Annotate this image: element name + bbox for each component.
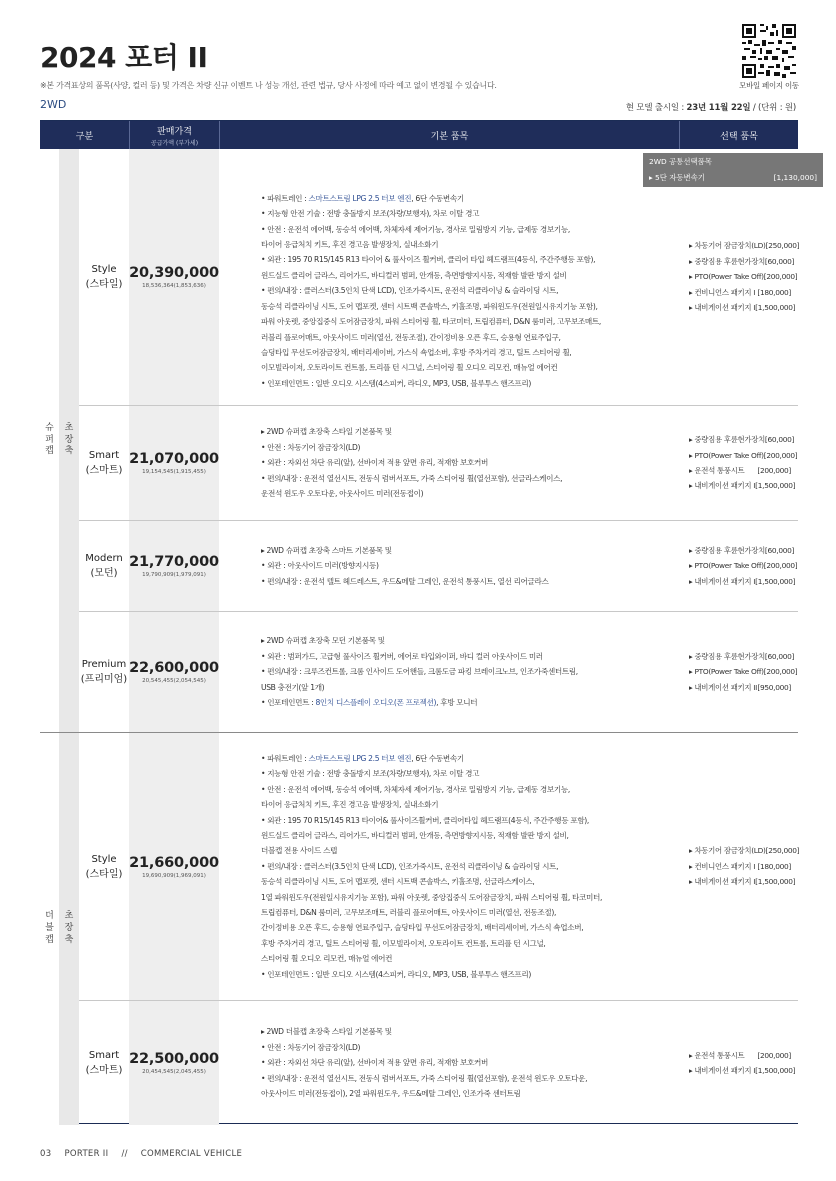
feature-text-pre: ▸ 2WD 더블캡 초장축 스타일 기본품목 및	[261, 1027, 392, 1037]
price-cell	[129, 406, 219, 520]
feature-text-pre: • 편의/내장 : 운전석 텔트 헤드레스트, 우드&메탈 그레인, 운전석 통풍시트, 열선 리어글라스	[261, 576, 549, 586]
feature-line	[261, 828, 671, 843]
option-item[interactable]	[679, 558, 798, 573]
feature-line	[261, 237, 671, 252]
feature-line	[261, 936, 671, 951]
feature-line	[261, 797, 671, 812]
cab-char: 퍼	[45, 434, 54, 445]
feature-line	[261, 951, 671, 966]
basic-features	[219, 612, 679, 732]
trim-en: Modern	[85, 553, 123, 564]
col-category-label: 구분	[75, 131, 94, 142]
feature-text-pre: 운전석 윈도우 오토다운, 아웃사이드 미러(전동접이)	[261, 489, 424, 499]
trim-name	[79, 1001, 129, 1125]
feature-line	[261, 1024, 671, 1039]
feature-text-pre: • 외관 : 범퍼가드, 고급형 풀사이즈 휠커버, 에어로 타입와이퍼, 바디 컬러 아웃사이드 미러	[261, 651, 543, 661]
feature-text-pre: • 파워트레인 :	[261, 753, 309, 763]
option-item[interactable]	[679, 254, 798, 269]
feature-line	[261, 440, 671, 455]
feature-line	[261, 471, 671, 486]
feature-text-pre: 윈드실드 클리어 글라스, 리어가드, 바디컬러 범퍼, 안개등, 측면방향지시등, 적재함 발판 방지 설비,	[261, 830, 569, 840]
feature-line	[261, 680, 671, 695]
feature-line	[261, 751, 671, 766]
release-info	[626, 101, 796, 113]
option-item[interactable]	[679, 874, 798, 889]
option-price: [60,000]	[764, 435, 795, 445]
option-name: ▸ PTO(Power Take Off)	[689, 561, 764, 571]
option-price: [200,000]	[757, 466, 791, 475]
col-options-label: 선택 품목	[720, 131, 758, 142]
feature-line	[261, 664, 671, 679]
option-item[interactable]	[679, 448, 798, 463]
length-char: 초	[64, 911, 74, 922]
feature-text-pre: 슬딩타입 무선도어잠금장치, 배터리세이버, 가스식 쇽업소버, 후방 주차거리 경고, 틸트 스티어링 휠,	[261, 347, 572, 357]
length-supercab	[59, 149, 79, 732]
price-disclaimer: ※본 가격표상의 품목(사양, 컬러 등) 및 가격은 차량 신규 이벤트 나 성능 개선, 관련 법규, 당사 사정에 따라 예고 없이 변경될 수 있습니다.	[40, 81, 497, 90]
option-item[interactable]	[679, 664, 798, 679]
trim-name	[79, 406, 129, 520]
option-list	[679, 521, 798, 611]
feature-text-pre: 파워 아웃렛, 중앙집중식 도어잠금장치, 파워 스티어링 휠, 타코미터, 트립컴퓨터, D&N 룸미러, 고무보조매트,	[261, 317, 601, 327]
feature-line	[261, 1055, 671, 1070]
option-name: ▸ 내비게이션 패키지 I	[689, 303, 756, 313]
feature-text-pre: ▸ 2WD 슈퍼캡 초장축 스타일 기본품목 및	[261, 427, 392, 437]
common-option-item[interactable]	[643, 171, 823, 187]
option-item[interactable]	[679, 543, 798, 558]
option-name: ▸ 차동기어 잠금장치(LD)	[689, 846, 766, 856]
trim-kr: (스타일)	[85, 868, 123, 880]
price-cell	[129, 149, 219, 405]
page-title: 2024 포터 II	[40, 41, 208, 74]
common-option-name: ▸ 5단 자동변속기	[649, 173, 705, 182]
feature-line	[261, 376, 671, 391]
feature-line	[261, 299, 671, 314]
feature-text-pre: 1열 파워윈도우(전원일시유지기능 포함), 파워 아웃렛, 중앙집중식 도어잠금장치, 파워 스티어링 휠, 타코미터,	[261, 892, 603, 902]
option-price: [60,000]	[764, 545, 795, 555]
feature-text-pre: • 편의/내장 : 운전석 열선시트, 전동식 럼버서포트, 가죽 스티어링 휠(열선포함), 선글라스케이스,	[261, 473, 563, 483]
col-category	[40, 121, 129, 149]
trim-name	[79, 733, 129, 1000]
price-cell	[129, 612, 219, 732]
length-char: 축	[64, 446, 74, 457]
price: 20,390,000	[129, 265, 219, 281]
length-doublecab	[59, 733, 79, 1125]
price-cell	[129, 733, 219, 1000]
release-suffix: / (단위 : 원)	[750, 103, 796, 113]
option-item[interactable]	[679, 269, 798, 284]
option-name: ▸ 중량짐용 후륜현가장치	[689, 651, 765, 661]
common-options-title: 2WD 공통선택품목	[649, 157, 712, 166]
option-list	[679, 612, 798, 732]
col-basic-label: 기본 품목	[430, 131, 469, 142]
drive-type-label: 2WD	[40, 98, 67, 111]
basic-features	[219, 406, 679, 520]
trim-kr: (프리미엄)	[80, 674, 128, 685]
option-name: ▸ 중량짐용 후륜현가장치	[689, 256, 765, 266]
feature-text-pre: 후방 주차거리 경고, 틸트 스티어링 휠, 이모빌라이저, 오토라이트 컨트롤, 트리플 턴 시그널,	[261, 938, 546, 948]
option-price: [60,000]	[764, 651, 795, 661]
option-price: [60,000]	[764, 256, 795, 266]
option-item[interactable]	[679, 285, 798, 300]
feature-text-pre: 러블리 플로어매트, 아웃사이드 미러(열선, 전동조절), 간이정비용 오픈 후드, 승용형 연료주입구,	[261, 332, 561, 342]
trim-en: Smart	[88, 1050, 120, 1061]
feature-line	[261, 649, 671, 664]
feature-line	[261, 782, 671, 797]
feature-line	[261, 360, 671, 375]
feature-text-pre: • 편의/내장 : 클러스터(3.5인치 단색 LCD), 인조가죽시트, 운전석 리클라이닝 & 슬라이딩 시트,	[261, 286, 559, 296]
col-price-sub: 공급가액 (부가세)	[150, 139, 199, 147]
price: 22,600,000	[129, 660, 219, 676]
common-option-price: [1,130,000]	[773, 173, 817, 182]
feature-text-hl: 스마트스트림 LPG 2.5 터보 엔진	[308, 753, 412, 763]
option-price: [1,500,000]	[755, 576, 796, 586]
table-row-doublecab-style	[79, 733, 798, 1001]
feature-text-pre: • 인포테인먼트 :	[261, 698, 316, 708]
table-row-supercab-smart	[79, 406, 798, 521]
cab-char: 캡	[45, 446, 54, 457]
feature-text-pre: 아웃사이드 미러(전동접이), 2열 파워윈도우, 우드&메탈 그레인, 인조가죽 센터트림	[261, 1089, 521, 1099]
feature-text-pre: • 지능형 안전 기술 : 전방 충돌방지 보조(차량/보행자), 차로 이탈 경고	[261, 209, 480, 219]
cab-doublecab	[40, 733, 59, 1125]
feature-text-pre: 타이어 응급처치 키트, 후진 경고음 발생장치, 실내소화기	[261, 240, 439, 250]
trim-kr: (스마트)	[85, 1065, 123, 1076]
feature-line	[261, 890, 671, 905]
feature-line	[261, 874, 671, 889]
feature-text-post: , 6단 수동변속기	[411, 193, 464, 203]
feature-text-pre: • 편의/내장 : 운전석 열선시트, 전동식 럼버서포트, 가죽 스티어링 휠(열선포함), 운전석 윈도우 오토다운,	[261, 1073, 588, 1083]
option-price: [200,000]	[763, 561, 798, 571]
option-name: ▸ 차동기어 잠금장치(LD)	[689, 241, 766, 251]
qr-code-icon[interactable]	[742, 24, 796, 78]
supply-price: 19,690,909(1,969,091)	[142, 872, 206, 879]
feature-line	[261, 283, 671, 298]
option-list	[679, 733, 798, 1000]
feature-text-pre: 더블캡 전용 사이드 스텝	[261, 846, 338, 856]
trim-en: Premium	[81, 659, 127, 670]
feature-text-pre: 이모빌라이저, 오토라이트 컨트롤, 트리플 턴 시그널, 스티어링 휠 오디오 리모컨, 매뉴얼 에어컨	[261, 363, 558, 373]
feature-text-pre: • 편의/내장 : 크루즈컨트롤, 크롬 인사이드 도어핸들, 크롬도금 파킹 브레이크노브, 인조가죽센터트림,	[261, 667, 578, 677]
feature-text-pre: ▸ 2WD 슈퍼캡 초장축 모던 기본품목 및	[261, 636, 385, 646]
option-price: [250,000]	[765, 846, 800, 856]
basic-features	[219, 1001, 679, 1125]
option-name: ▸ 중량짐용 후륜현가장치	[689, 435, 765, 445]
trim-name	[79, 612, 129, 732]
option-item[interactable]	[679, 238, 798, 253]
feature-line	[261, 905, 671, 920]
table-header	[40, 121, 798, 149]
supply-price: 19,790,909(1,979,091)	[142, 572, 206, 578]
qr-label: 모바일 페이지 이동	[739, 81, 799, 90]
option-item[interactable]	[679, 574, 798, 589]
feature-text-pre: • 안전 : 운전석 에어백, 동승석 에어백, 차체자세 제어기능, 경사로 밀림방지 기능, 급제동 경보기능,	[261, 224, 570, 234]
option-name: ▸ 내비게이션 패키지 I	[689, 877, 756, 887]
feature-line	[261, 455, 671, 470]
trim-name	[79, 149, 129, 405]
feature-line	[261, 543, 671, 558]
option-list	[679, 406, 798, 520]
option-price: [1,500,000]	[755, 303, 796, 313]
page-number: 03	[40, 1149, 52, 1159]
feature-line	[261, 574, 671, 589]
option-item[interactable]	[679, 859, 798, 874]
cab-char: 슈	[45, 422, 54, 433]
feature-line	[261, 920, 671, 935]
feature-text-pre: • 인포테인먼트 : 일반 오디오 시스템(4스피커, 라디오, MP3, USB, 블루투스 핸즈프리)	[261, 378, 531, 388]
option-name: ▸ 내비게이션 패키지 I	[689, 1066, 756, 1075]
option-price: [1,500,000]	[755, 1066, 796, 1075]
option-list	[679, 1001, 798, 1125]
option-item[interactable]	[679, 649, 798, 664]
option-list	[679, 149, 798, 405]
feature-text-post: , 6단 수동변속기	[411, 753, 464, 763]
option-item[interactable]	[679, 432, 798, 447]
feature-line	[261, 424, 671, 439]
option-price: [250,000]	[765, 241, 800, 251]
price: 22,500,000	[129, 1051, 219, 1067]
price: 21,070,000	[129, 451, 219, 467]
feature-text-pre: 윈드실드 클리어 글라스, 리어가드, 바디컬러 범퍼, 안개등, 측면방향지시등, 적재함 발판 방지 설비	[261, 270, 567, 280]
feature-text-pre: • 편의/내장 : 클러스터(3.5인치 단색 LCD), 인조가죽시트, 운전석 리클라이닝 & 슬라이딩 시트,	[261, 861, 559, 871]
feature-line	[261, 486, 671, 501]
feature-line	[261, 330, 671, 345]
common-options-box	[643, 153, 823, 187]
feature-line	[261, 843, 671, 858]
option-name: ▸ PTO(Power Take Off)	[689, 450, 764, 460]
feature-line	[261, 633, 671, 648]
option-price: [200,000]	[763, 667, 798, 677]
trim-en: Smart	[88, 450, 120, 461]
supply-price: 18,536,364(1,853,636)	[142, 283, 206, 289]
col-price	[129, 121, 219, 149]
feature-text-hl: 8인치 디스플레이 오디오(폰 프로젝션)	[315, 698, 437, 708]
option-name: ▸ 내비게이션 패키지 I	[689, 481, 756, 491]
price-table	[40, 120, 817, 1124]
col-options	[679, 121, 798, 149]
feature-line	[261, 1040, 671, 1055]
feature-text-pre: • 안전 : 운전석 에어백, 동승석 에어백, 차체자세 제어기능, 경사로 밀림방지 기능, 급제동 경보기능,	[261, 784, 570, 794]
feature-line	[261, 1086, 671, 1101]
length-char: 초	[64, 422, 74, 433]
feature-text-pre: 타이어 응급처치 키트, 후진 경고음 발생장치, 실내소화기	[261, 800, 439, 810]
footer-model: PORTER II	[64, 1149, 109, 1159]
feature-text-pre: • 외관 : 자외선 차단 유리(앞), 선바이저 적용 앞면 유리, 적재함 보호커버	[261, 458, 489, 468]
option-name: ▸ 중량짐용 후륜현가장치	[689, 545, 765, 555]
price-cell	[129, 521, 219, 611]
cab-char: 캡	[45, 934, 54, 945]
length-char: 축	[64, 934, 74, 945]
price: 21,770,000	[129, 554, 219, 570]
feature-text-pre: • 외관 : 자외선 차단 유리(앞), 선바이저 적용 앞면 유리, 적재함 보호커버	[261, 1058, 489, 1068]
supply-price: 19,154,545(1,915,455)	[142, 469, 206, 475]
option-item[interactable]	[679, 463, 798, 478]
option-price: [1,500,000]	[755, 481, 796, 491]
trim-en: Style	[91, 853, 117, 865]
option-price: [1,500,000]	[755, 877, 796, 887]
option-name: ▸ 내비게이션 패키지 I	[689, 576, 756, 586]
feature-text-pre: 동승석 리클라이닝 시트, 도어 맵포켓, 센터 시트백 콘솔박스, 키홀조명, 파워윈도우(전원일시유지기능 포함),	[261, 301, 598, 311]
option-price: [180,000]	[757, 287, 791, 297]
price: 21,660,000	[129, 854, 219, 871]
option-item[interactable]	[679, 843, 798, 858]
release-date: 23년 11월 22일	[686, 103, 751, 113]
price-cell	[129, 1001, 219, 1125]
feature-text-pre: • 외관 : 아웃사이드 미러(방향지시등)	[261, 561, 379, 571]
table-row-doublecab-smart	[79, 1001, 798, 1125]
cab-supercab	[40, 149, 59, 732]
col-price-label: 판매가격	[157, 126, 192, 137]
option-name: ▸ PTO(Power Take Off)	[689, 272, 764, 282]
trim-en: Style	[91, 264, 117, 275]
basic-features	[219, 521, 679, 611]
feature-text-pre: • 파워트레인 :	[261, 193, 309, 203]
option-item[interactable]	[679, 680, 798, 695]
feature-text-pre: • 외관 : 195 70 R15/145 R13 타이어& 풀사이즈휠커버, 클리어타입 헤드램프(4등식, 주간주행등 포함),	[261, 815, 589, 825]
feature-text-pre: 간이정비용 오픈 후드, 승용형 연료주입구, 슬딩타입 무선도어잠금장치, 배터리세이버, 가스식 쇽업소버,	[261, 923, 584, 933]
option-item[interactable]	[679, 1048, 798, 1063]
option-name: ▸ PTO(Power Take Off)	[689, 667, 764, 677]
feature-text-pre: ▸ 2WD 슈퍼캡 초장축 스마트 기본품목 및	[261, 545, 392, 555]
feature-line	[261, 191, 671, 206]
option-name: ▸ 컨비니언스 패키지 I	[689, 861, 756, 871]
feature-line	[261, 314, 671, 329]
supply-price: 20,454,545(2,045,455)	[142, 1069, 206, 1075]
feature-line	[261, 766, 671, 781]
table-row-supercab-modern	[79, 521, 798, 612]
trim-kr: (스타일)	[85, 279, 123, 290]
feature-text-pre: 동승석 리클라이닝 시트, 도어 맵포켓, 센터 시트백 콘솔박스, 키홀조명, 선글라스케이스,	[261, 877, 535, 887]
supply-price: 20,545,455(2,054,545)	[142, 678, 206, 684]
footer-label: COMMERCIAL VEHICLE	[140, 1149, 243, 1159]
feature-text-pre: • 외관 : 195 70 R15/145 R13 타이어 & 풀사이즈 휠커버, 클리어 타입 헤드램프(4등식, 주간주행등 포함),	[261, 255, 596, 265]
feature-line	[261, 859, 671, 874]
option-item[interactable]	[679, 1063, 798, 1078]
option-price: [200,000]	[763, 272, 798, 282]
trim-kr: (모던)	[90, 568, 118, 579]
option-price: [950,000]	[757, 682, 791, 692]
feature-line	[261, 222, 671, 237]
feature-line	[261, 813, 671, 828]
option-item[interactable]	[679, 478, 798, 493]
option-item[interactable]	[679, 300, 798, 315]
feature-line	[261, 967, 671, 982]
release-prefix: 현 모델 출시일 :	[625, 103, 687, 113]
option-price: [180,000]	[757, 861, 791, 871]
option-price: [200,000]	[763, 450, 798, 460]
option-price: [200,000]	[757, 1050, 791, 1060]
cab-char: 블	[45, 923, 54, 934]
feature-text-pre: USB 충전기(앞 1개)	[261, 682, 325, 692]
feature-line	[261, 206, 671, 221]
feature-line	[261, 268, 671, 283]
feature-line	[261, 345, 671, 360]
feature-text-post: , 후방 모니터	[436, 698, 478, 708]
feature-text-hl: 스마트스트림 LPG 2.5 터보 엔진	[308, 193, 412, 203]
option-name: ▸ 컨비니언스 패키지 I	[689, 287, 756, 297]
trim-kr: (스마트)	[85, 465, 123, 476]
feature-text-pre: 트립컴퓨터, D&N 룸미러, 고무보조매트, 러블리 플로어매트, 아웃사이드 미러(열선, 전동조절),	[261, 908, 557, 918]
table-row-supercab-premium	[79, 612, 798, 732]
footer-separator: //	[121, 1149, 128, 1159]
feature-text-pre: • 인포테인먼트 : 일반 오디오 시스템(4스피커, 라디오, MP3, USB, 블루투스 핸즈프리)	[261, 969, 531, 979]
page-footer	[40, 1149, 252, 1159]
feature-line	[261, 252, 671, 267]
feature-line	[261, 558, 671, 573]
length-char: 장	[64, 434, 74, 445]
length-char: 장	[64, 923, 74, 934]
basic-features	[219, 733, 679, 1000]
basic-features	[219, 149, 679, 405]
feature-text-pre: 스티어링 휠 오디오 리모컨, 매뉴얼 에어컨	[261, 954, 393, 964]
feature-text-pre: • 안전 : 차동기어 잠금장치(LD)	[261, 442, 361, 452]
feature-line	[261, 1071, 671, 1086]
table-row-supercab-style	[79, 149, 798, 406]
option-name: ▸ 내비게이션 패키지 II	[689, 682, 758, 692]
feature-line	[261, 695, 671, 710]
option-name: ▸ 운전석 통풍시트	[689, 466, 745, 475]
trim-name	[79, 521, 129, 611]
col-basic	[219, 121, 679, 149]
feature-text-pre: • 지능형 안전 기술 : 전방 충돌방지 보조(차량/보행자), 차로 이탈 경고	[261, 769, 480, 779]
option-name: ▸ 운전석 통풍시트	[689, 1050, 745, 1060]
feature-text-pre: • 안전 : 차동기어 잠금장치(LD)	[261, 1042, 361, 1052]
cab-char: 더	[45, 911, 54, 922]
